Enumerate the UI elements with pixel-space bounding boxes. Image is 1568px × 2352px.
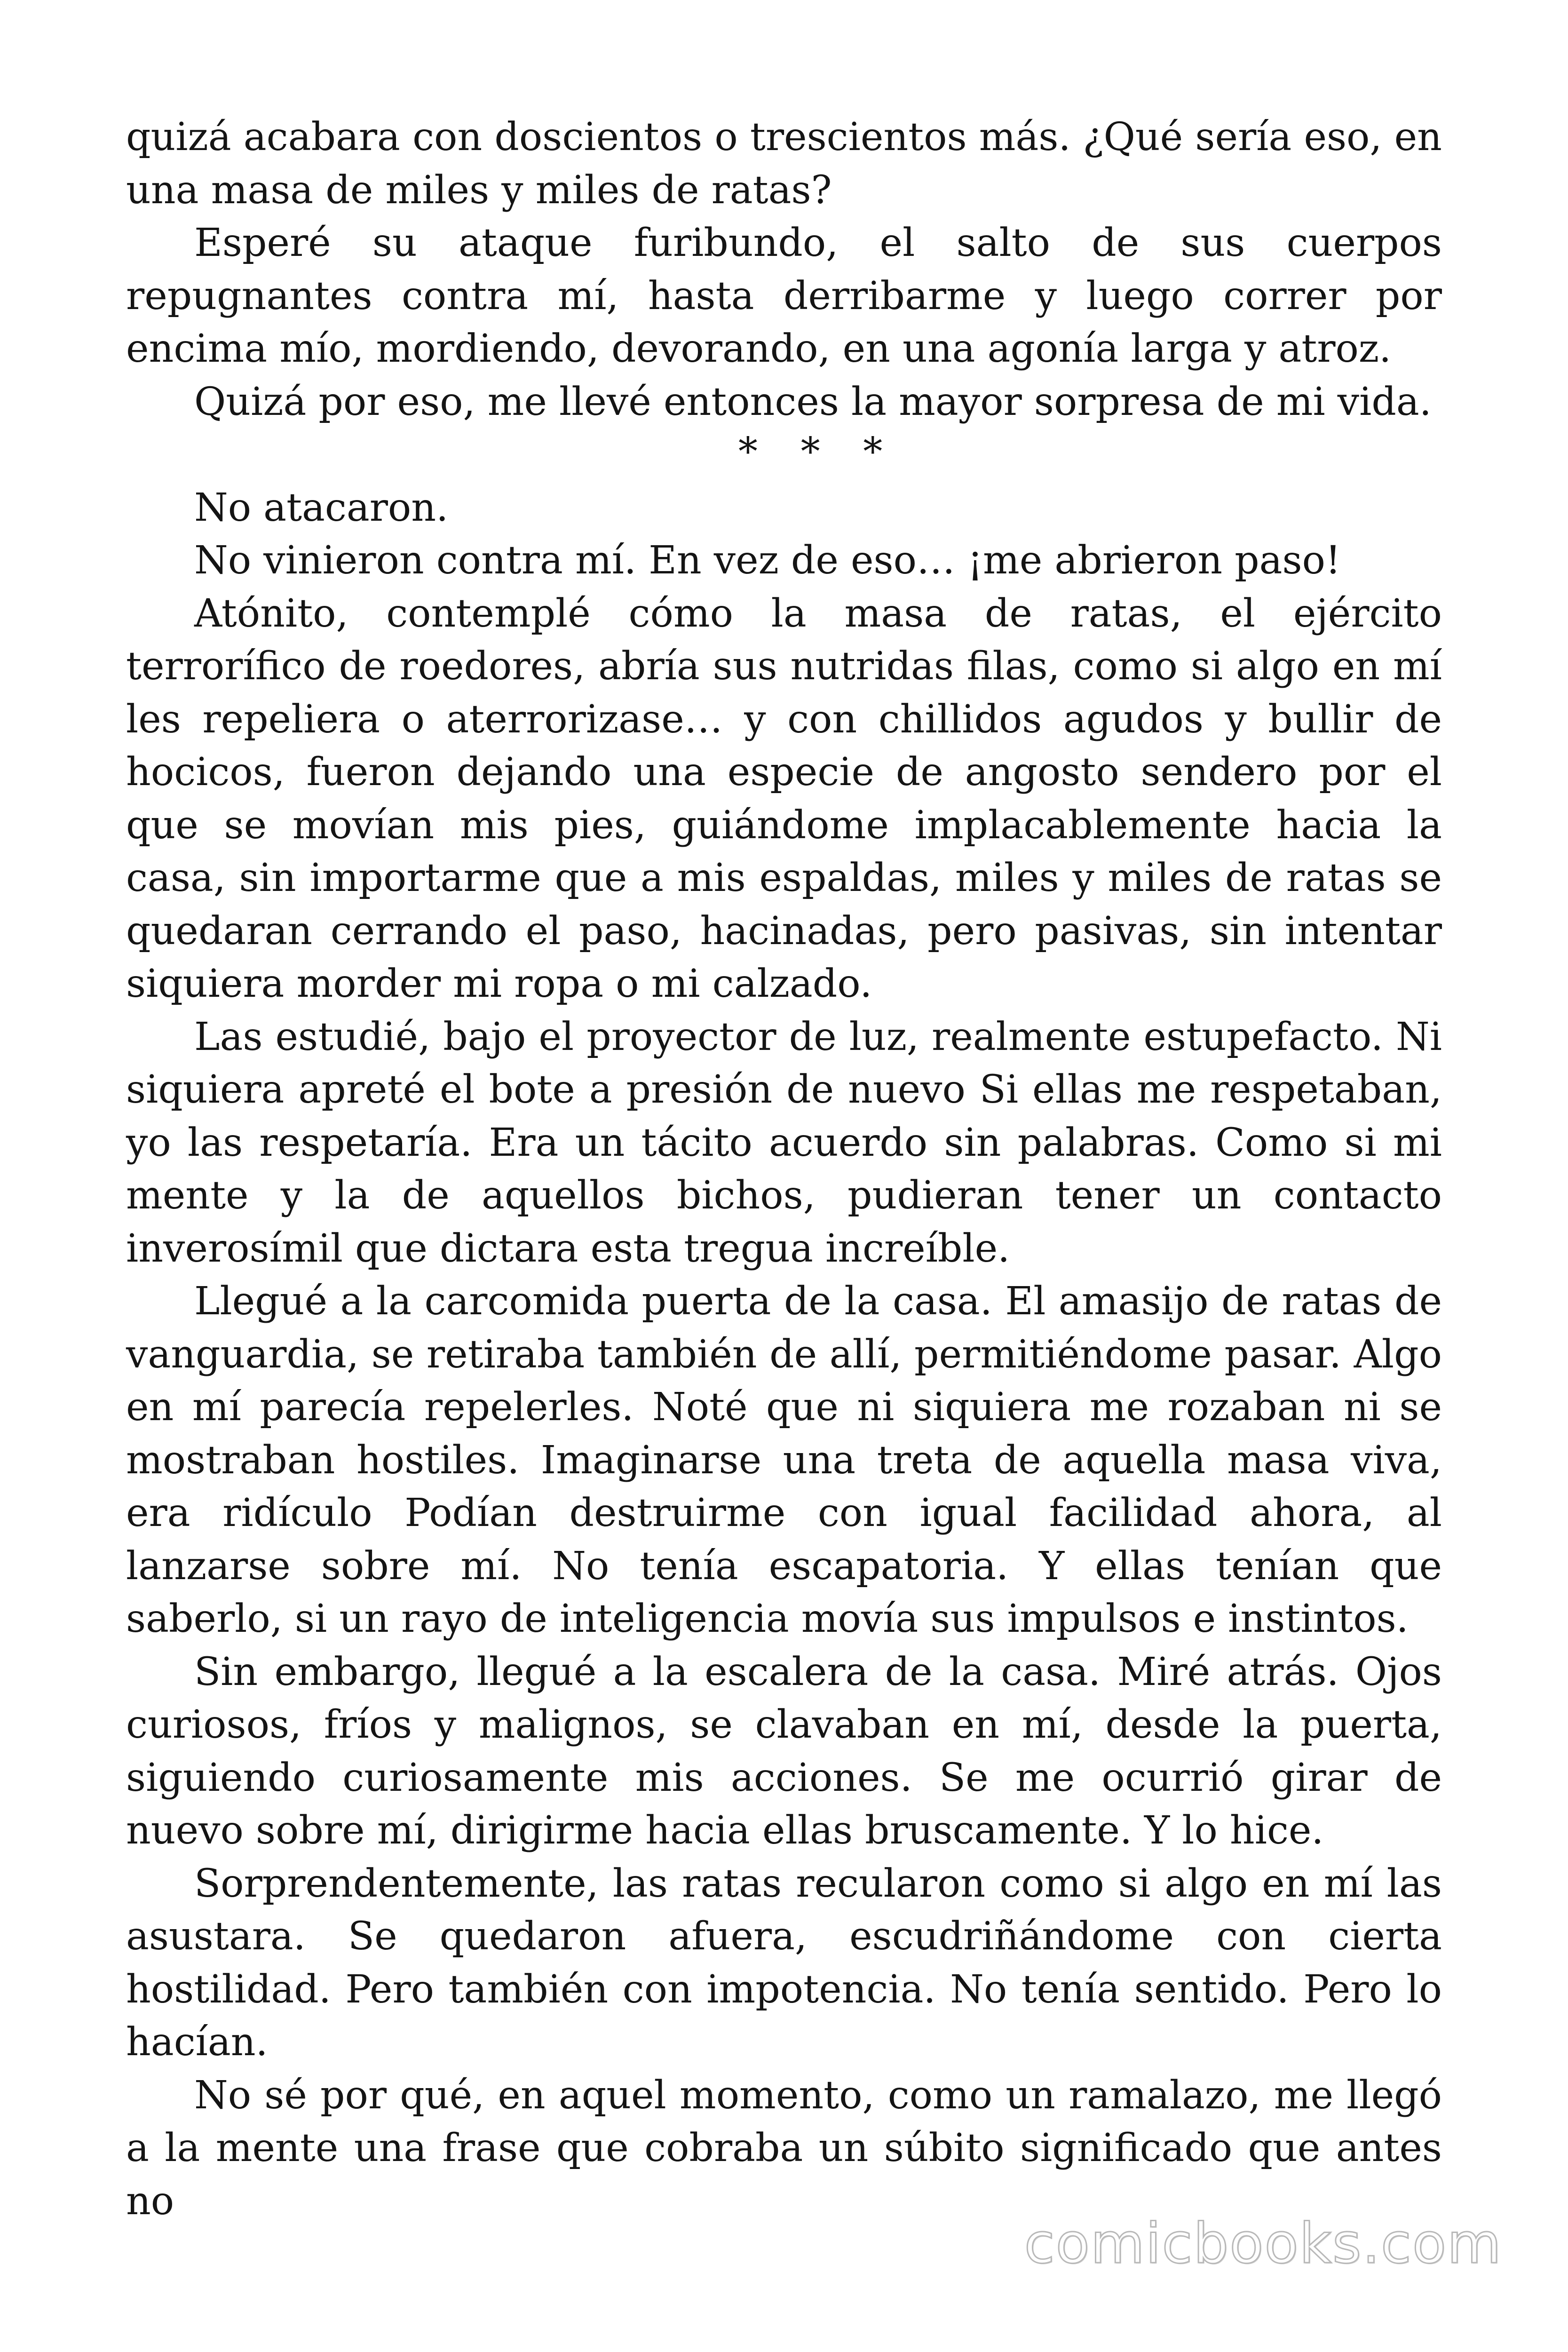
paragraph: No atacaron. bbox=[194, 485, 449, 530]
paragraph: Sin embargo, llegué a la escalera de la casa. Miré atrás. Ojos curiosos, fríos y malignos, se clavaban en mí, desde la puerta, siguiendo curiosamente mis acciones. Se me ocurrió girar de nuevo sobre mí, dirigirme hacia ellas bruscamente. Y lo hice. bbox=[126, 1649, 1442, 1853]
paragraph: Sorprendentemente, las ratas recularon como si algo en mí las asustara. Se quedaron afuera, escudriñándome con cierta hostilidad. Pero también con impotencia. No tenía sentido. Pero lo hacían. bbox=[126, 1861, 1442, 2065]
watermark: comicbooks.com bbox=[1024, 2211, 1502, 2276]
paragraph: Llegué a la carcomida puerta de la casa. El amasijo de ratas de vanguardia, se retiraba también de allí, permitiéndome pasar. Algo en mí parecía repelerles. Noté que ni siquiera me rozaban ni se mostraban hostiles. Imaginarse una treta de aquella masa viva, era ridículo Podían destruirme con igual facilidad ahora, al lanzarse sobre mí. No tenía escapatoria. Y ellas tenían que saberlo, si un rayo de inteligencia movía sus impulsos e instintos. bbox=[126, 1279, 1442, 1641]
paragraph: No sé por qué, en aquel momento, como un ramalazo, me llegó a la mente una frase que cobraba un súbito significado que antes no bbox=[126, 2073, 1442, 2224]
paragraph-continuation: quizá acabara con doscientos o trescientos más. ¿Qué sería eso, en una masa de miles y miles de ratas? bbox=[126, 115, 1442, 213]
paragraph: Atónito, contemplé cómo la masa de ratas, el ejército terrorífico de roedores, abría sus nutridas filas, como si algo en mí les repeliera o aterrorizase… y con chillidos agudos y bullir de hocicos, fueron dejando una especie de angosto sendero por el que se movían mis pies, guiándome implacablemente hacia la casa, sin importarme que a mis espaldas, miles y miles de ratas se quedaran cerrando el paso, hacinadas, pero pasivas, sin intentar siquiera morder mi ropa o mi calzado. bbox=[126, 591, 1442, 1006]
section-separator: * * * bbox=[738, 429, 898, 474]
paragraph: Las estudié, bajo el proyector de luz, realmente estupefacto. Ni siquiera apreté el bote a presión de nuevo Si ellas me respetaban, yo las respetaría. Era un tácito acuerdo sin palabras. Como si mi mente y la de aquellos bichos, pudieran tener un contacto inverosímil que dictara esta tregua increíble. bbox=[126, 1014, 1442, 1271]
paragraph: Quizá por eso, me llevé entonces la mayor sorpresa de mi vida. bbox=[194, 379, 1432, 424]
body-text bbox=[126, 111, 1442, 2228]
paragraph: Esperé su ataque furibundo, el salto de sus cuerpos repugnantes contra mí, hasta derribarme y luego correr por encima mío, mordiendo, devorando, en una agonía larga y atroz. bbox=[126, 221, 1442, 371]
paragraph: No vinieron contra mí. En vez de eso… ¡me abrieron paso! bbox=[194, 538, 1341, 583]
